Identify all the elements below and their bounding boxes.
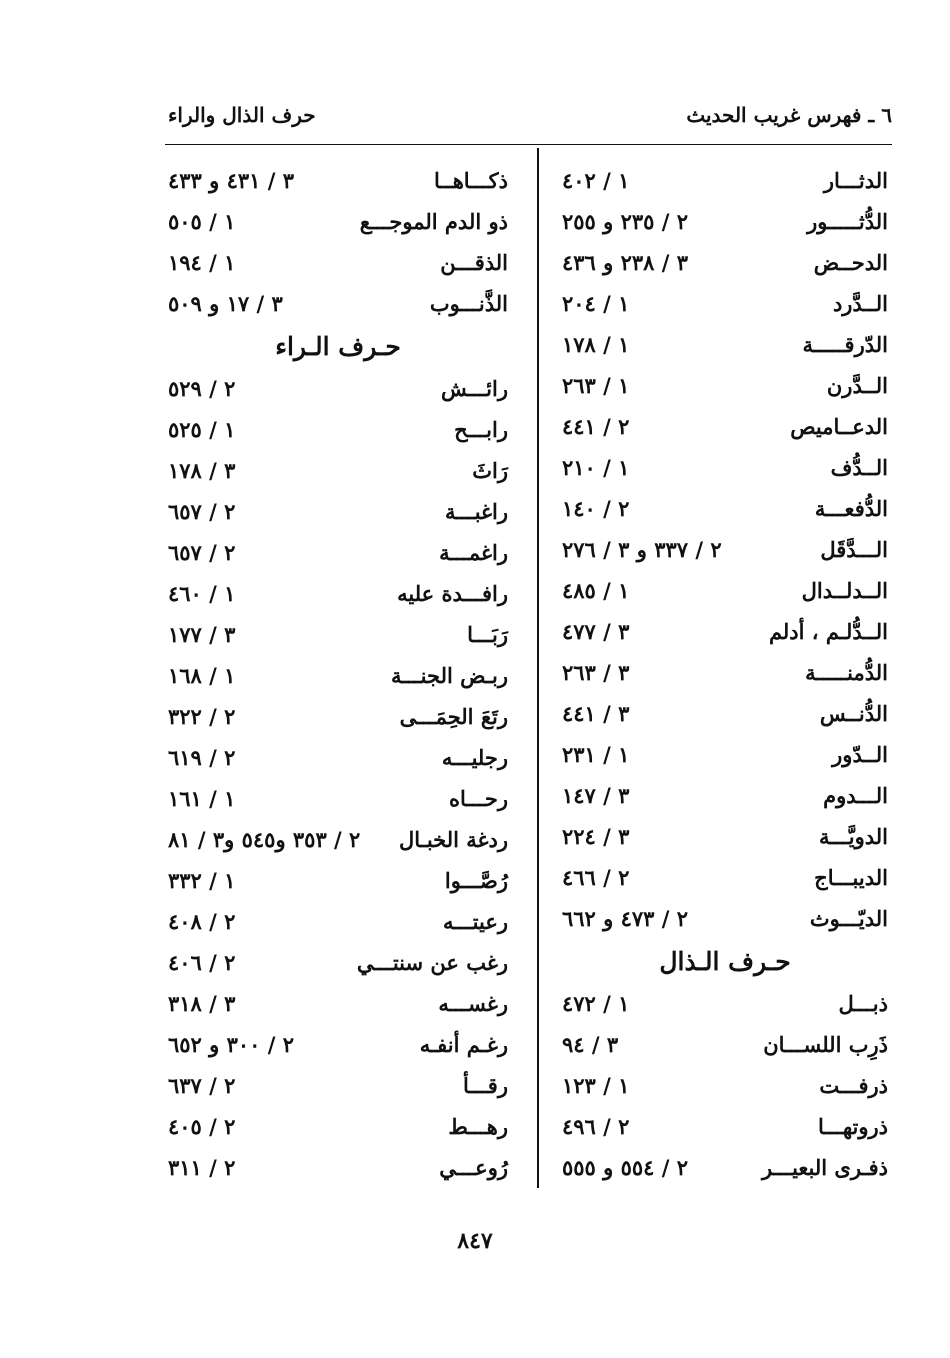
entry-reference: ٢ / ٦٥٧	[168, 540, 236, 565]
index-entry	[562, 898, 888, 939]
index-entry	[562, 242, 888, 283]
entry-reference: ٢ / ٦١٩	[168, 745, 236, 770]
entry-term: ذرفـــت	[819, 1073, 888, 1098]
entry-reference: ١ / ٥٢٥	[168, 417, 236, 442]
entry-reference: ١ / ١٦٨	[168, 663, 236, 688]
entry-reference: ٢ / ٤٩٦	[562, 1114, 630, 1139]
index-entry	[562, 857, 888, 898]
entry-term: الدُّنــس	[819, 701, 888, 726]
index-entry	[562, 488, 888, 529]
entry-reference: ١ / ٤٨٥	[562, 578, 630, 603]
entry-reference: ٣ / ٢٣٨ و ٤٣٦	[562, 250, 689, 275]
index-entry	[562, 324, 888, 365]
index-entry	[562, 652, 888, 693]
entry-term: رهـــط	[448, 1114, 508, 1139]
entry-reference: ٢ / ٤٠٦	[168, 950, 236, 975]
entry-reference: ٣ / ٢٦٣	[562, 660, 630, 685]
index-entry	[168, 901, 508, 942]
entry-reference: ٢ / ٤٤١	[562, 414, 630, 439]
index-entry	[168, 491, 508, 532]
entry-reference: ٢ / ٤٠٥	[168, 1114, 236, 1139]
entry-term: ربـض الجنـــة	[390, 663, 508, 688]
entry-reference: ٢ / ٤٦٦	[562, 865, 630, 890]
entry-term: الذَّنـــوب	[429, 291, 508, 316]
entry-term: الــدُّف	[830, 455, 888, 480]
index-entry	[562, 1147, 888, 1188]
entry-reference: ١ / ٢١٠	[562, 455, 630, 480]
entry-term: رُوعـــي	[439, 1155, 508, 1180]
entry-term: رجليـــه	[441, 745, 508, 770]
entry-reference: ١ / ٢٠٤	[562, 291, 630, 316]
index-entry	[168, 573, 508, 614]
entry-term: رحـــاه	[449, 786, 508, 811]
entry-reference: ٢ / ٣٣٧ و ٣ / ٢٧٦	[562, 537, 722, 562]
entry-term: الدثـــار	[823, 168, 888, 193]
index-entry	[168, 696, 508, 737]
entry-reference: ٣ / ١٧٨	[168, 458, 236, 483]
entry-term: رافـــدة عليه	[397, 581, 508, 606]
index-entries-group	[168, 368, 508, 1188]
index-entry	[562, 1024, 888, 1065]
entry-reference: ١ / ٣٣٢	[168, 868, 236, 893]
index-entry	[562, 1065, 888, 1106]
entry-term: الــدَّرد	[832, 291, 888, 316]
entry-term: الــدّور	[832, 742, 888, 767]
entry-reference: ٢ / ٦٥٧	[168, 499, 236, 524]
index-entry	[168, 368, 508, 409]
entry-term: الدحــض	[813, 250, 888, 275]
running-header	[168, 100, 892, 130]
entry-reference: ٢ / ٣٢٢	[168, 704, 236, 729]
entry-term: رغســـه	[438, 991, 508, 1016]
entry-term: رعيتـــه	[442, 909, 508, 934]
page-number: ٨٤٧	[457, 1228, 493, 1254]
entry-term: راغبـــة	[444, 499, 508, 524]
entry-term: ذروتهـــا	[817, 1114, 888, 1139]
entry-term: الــدلــدال	[801, 578, 888, 603]
entry-reference: ١ / ١٩٤	[168, 250, 236, 275]
index-entry	[168, 201, 508, 242]
entry-reference: ١ / ١٢٣	[562, 1073, 630, 1098]
index-entry	[168, 160, 508, 201]
entry-reference: ٢ / ٦٣٧	[168, 1073, 236, 1098]
entry-reference: ١ / ٥٠٥	[168, 209, 236, 234]
entry-term: ردغة الخبـال	[399, 827, 508, 852]
entry-term: ذو الدم الموجـــع	[359, 209, 508, 234]
entry-term: راغمـــة	[439, 540, 508, 565]
index-entry	[168, 655, 508, 696]
left-column	[168, 160, 508, 1188]
entry-reference: ٣ / ١٧٧	[168, 622, 236, 647]
entry-reference: ٣ / ٣١٨	[168, 991, 236, 1016]
entry-reference: ١ / ٤٧٢	[562, 991, 630, 1016]
entry-term: الــدُّلـم ، أدلم	[768, 619, 888, 644]
index-entry	[562, 201, 888, 242]
entry-reference: ٣ / ٤٤١	[562, 701, 630, 726]
index-entry	[562, 160, 888, 201]
entry-term: رتَعَ الحِمَـــى	[399, 704, 508, 729]
header-chapter-title: ٦ ـ فهرس غريب الحديث	[686, 103, 892, 127]
entry-reference: ١ / ٤٦٠	[168, 581, 236, 606]
entry-reference: ٣ / ١٧ و ٥٠٩	[168, 291, 283, 316]
index-entry	[168, 942, 508, 983]
entry-reference: ٣ / ١٤٧	[562, 783, 630, 808]
index-entry	[562, 734, 888, 775]
index-entry	[168, 283, 508, 324]
entry-term: الدّرقـــــة	[802, 332, 888, 357]
entry-term: رُصَّـــوا	[444, 868, 508, 893]
entry-term: رَاثَ	[472, 458, 508, 483]
entry-reference: ٢ / ٤٧٣ و ٦٦٢	[562, 906, 689, 931]
entry-term: رائـــش	[440, 376, 508, 401]
header-section-title: حرف الذال والراء	[168, 103, 316, 127]
right-column	[562, 160, 888, 1188]
index-entry	[562, 816, 888, 857]
entry-reference: ٣ / ٤٣١ و ٤٣٣	[168, 168, 295, 193]
index-entry	[168, 819, 508, 860]
index-entry	[168, 614, 508, 655]
entry-reference: ٢ / ١٤٠	[562, 496, 630, 521]
entry-reference: ١ / ٤٠٢	[562, 168, 630, 193]
index-entry	[562, 775, 888, 816]
entry-term: رغـم أنفـه	[419, 1032, 508, 1057]
index-entry	[168, 1065, 508, 1106]
entry-reference: ١ / ٢٣١	[562, 742, 630, 767]
index-entry	[168, 983, 508, 1024]
entry-term: الذقـــن	[440, 250, 508, 275]
index-entry	[562, 611, 888, 652]
entry-reference: ٣ / ٩٤	[562, 1032, 619, 1057]
index-entry	[168, 450, 508, 491]
index-entry	[168, 242, 508, 283]
index-entry	[562, 529, 888, 570]
index-entries-group	[562, 983, 888, 1188]
entry-reference: ١ / ١٦١	[168, 786, 236, 811]
index-entry	[562, 983, 888, 1024]
entry-term: الدويَّـــة	[819, 824, 888, 849]
index-entry	[168, 532, 508, 573]
index-entry	[168, 778, 508, 819]
entry-term: رابـــح	[454, 417, 508, 442]
entry-term: ذَرِب اللســـان	[763, 1032, 888, 1057]
entry-reference: ٣ / ٢٢٤	[562, 824, 630, 849]
entry-reference: ٢ / ٣١١	[168, 1155, 236, 1180]
entry-reference: ٢ / ٢٣٥ و ٢٥٥	[562, 209, 689, 234]
entry-reference: ٢ / ٥٢٩	[168, 376, 236, 401]
entry-term: الـــدوم	[823, 783, 888, 808]
entry-term: الديّـــوث	[809, 906, 888, 931]
entry-term: الدعــاميص	[790, 414, 888, 439]
entry-term: الديبـــاج	[814, 865, 888, 890]
entry-term: رقـــأ	[462, 1073, 508, 1098]
entry-term: الدُّمنـــــة	[805, 660, 888, 685]
entry-term: الدُّثـــــور	[807, 209, 888, 234]
index-entry	[562, 447, 888, 488]
entry-term: رغب عن سنتـــي	[356, 950, 508, 975]
column-divider	[537, 148, 539, 1188]
index-entry	[168, 1024, 508, 1065]
index-entry	[562, 570, 888, 611]
index-entry	[562, 365, 888, 406]
entry-term: الدُّفعـــة	[814, 496, 888, 521]
index-entries-group	[562, 160, 888, 939]
section-title-dhal: حـرف الـذال	[659, 946, 791, 976]
entry-term: ذبـــل	[838, 991, 888, 1016]
entry-term: الـــدَّقَل	[820, 537, 888, 562]
header-rule	[165, 144, 892, 145]
entry-reference: ١ / ١٧٨	[562, 332, 630, 357]
index-entry	[562, 1106, 888, 1147]
index-entry	[168, 737, 508, 778]
index-entry	[168, 1106, 508, 1147]
index-entry	[168, 860, 508, 901]
section-title-ra: حـرف الـراء	[275, 331, 401, 361]
index-entry	[562, 693, 888, 734]
index-entry	[168, 409, 508, 450]
index-entry	[562, 406, 888, 447]
index-entries-group	[168, 160, 508, 324]
entry-reference: ٢ / ٥٥٤ و ٥٥٥	[562, 1155, 689, 1180]
entry-term: ذكـــاهــا	[434, 168, 508, 193]
entry-reference: ٢ / ٤٠٨	[168, 909, 236, 934]
entry-reference: ٣ / ٤٧٧	[562, 619, 630, 644]
entry-reference: ١ / ٢٦٣	[562, 373, 630, 398]
entry-term: الــدَّرن	[826, 373, 888, 398]
entry-term: رَبَـــا	[467, 622, 508, 647]
entry-term: ذفـرى البعيـــر	[762, 1155, 888, 1180]
entry-reference: ٢ / ٣٥٣ و٥٤٥ و٣ / ٨١	[168, 827, 361, 852]
entry-reference: ٢ / ٣٠٠ و ٦٥٢	[168, 1032, 295, 1057]
index-entry	[168, 1147, 508, 1188]
index-entry	[562, 283, 888, 324]
